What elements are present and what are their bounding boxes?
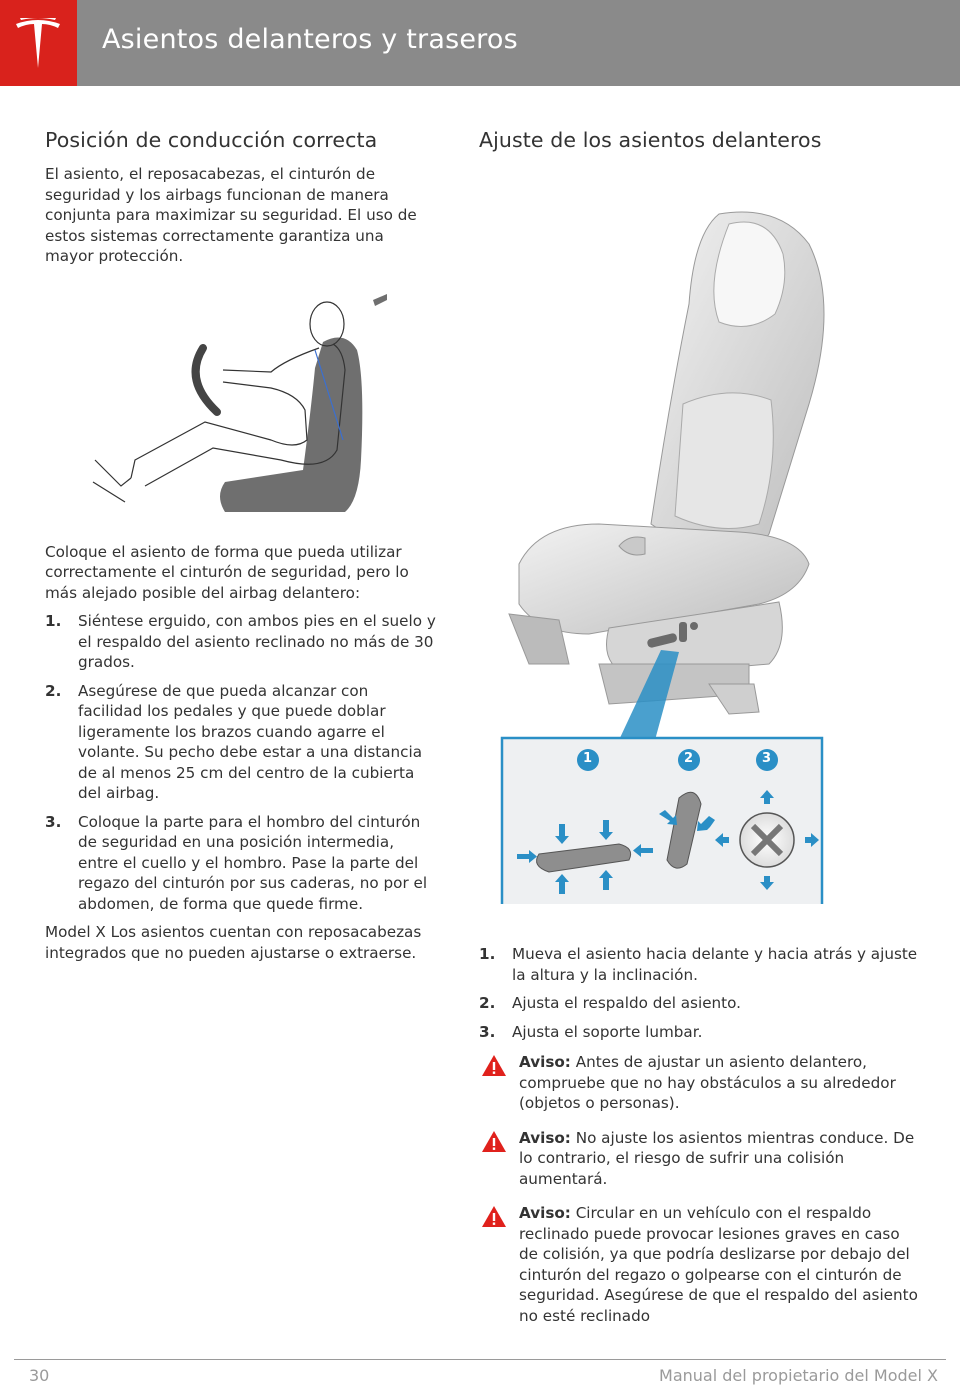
right-column: [479, 128, 919, 1340]
driving-position-illustration: [45, 282, 437, 542]
driving-position-steps: [45, 611, 437, 914]
section-heading-driving-position: Posición de conducción correcta: [45, 128, 378, 152]
tesla-logo-icon: [14, 18, 62, 70]
warning-note: Aviso: Circular en un vehículo con el respaldo reclinado puede provocar lesiones graves en caso de colisión, ya que podría deslizarse por debajo del cinturón del regazo o golpearse con el cinturón de seguridad. Asegúrese de que el respaldo del asiento no esté reclinado: [479, 1203, 919, 1326]
list-item: 1. Siéntese erguido, con ambos pies en el suelo y el respaldo del asiento reclinado no más de 30 grados.: [45, 612, 436, 671]
warning-icon: [481, 1054, 507, 1077]
headrest-note: Model X Los asientos cuentan con reposacabezas integrados que no pueden ajustarse o extraerse.: [45, 923, 422, 962]
warning-note: Aviso: No ajuste los asientos mientras conduce. De lo contrario, el riesgo de sufrir una colisión aumentará.: [479, 1128, 919, 1190]
page-title: Asientos delanteros y traseros: [102, 24, 518, 55]
warnings-list: [479, 1052, 919, 1326]
callout-2: 2: [684, 751, 694, 766]
seated-driver-figure: [75, 290, 405, 530]
seat-adjust-steps: [479, 944, 919, 1042]
front-seat-illustration: [479, 164, 919, 904]
page-number: 30: [29, 1366, 50, 1385]
section-heading-front-seat-adjust: Ajuste de los asientos delanteros: [479, 128, 822, 152]
manual-title: Manual del propietario del Model X: [659, 1366, 938, 1385]
intro-paragraph: El asiento, el reposacabezas, el cinturón de seguridad y los airbags funcionan de manera conjunta para maximizar su seguridad. El uso de estos sistemas correctamente garantiza una mayor protección.: [45, 165, 417, 265]
list-item: 2. Asegúrese de que pueda alcanzar con facilidad los pedales y que puede doblar ligeramente los brazos cuando agarre el volante. Su pecho debe estar a una distancia de al menos 25 cm del centro de la cubierta del airbag.: [45, 681, 423, 802]
page-header: [0, 0, 960, 86]
left-column: [45, 128, 437, 963]
list-item: 2. Ajusta el respaldo del asiento.: [479, 994, 741, 1012]
list-item: 3. Coloque la parte para el hombro del cinturón de seguridad en una posición intermedia, entre el cuello y el hombro. Pase la parte del regazo del cinturón por sus caderas, no por el abdomen, de forma que quede firme.: [45, 812, 428, 913]
callout-3: 3: [762, 751, 772, 766]
warning-icon: [481, 1130, 507, 1153]
warning-note: Aviso: Antes de ajustar un asiento delantero, compruebe que no hay obstáculos a su alrededor (objetos o personas).: [479, 1052, 919, 1114]
power-seat-figure: [479, 164, 919, 904]
seat-position-lead: Coloque el asiento de forma que pueda utilizar correctamente el cinturón de seguridad, pero lo más alejado posible del airbag delantero:: [45, 542, 409, 602]
list-item: 1. Mueva el asiento hacia delante y hacia atrás y ajuste la altura y la inclinación.: [479, 945, 918, 984]
list-item: 3. Ajusta el soporte lumbar.: [479, 1022, 703, 1041]
footer-divider: [14, 1359, 946, 1360]
callout-1: 1: [583, 751, 593, 766]
brand-logo: [0, 0, 77, 86]
warning-icon: [481, 1205, 507, 1228]
